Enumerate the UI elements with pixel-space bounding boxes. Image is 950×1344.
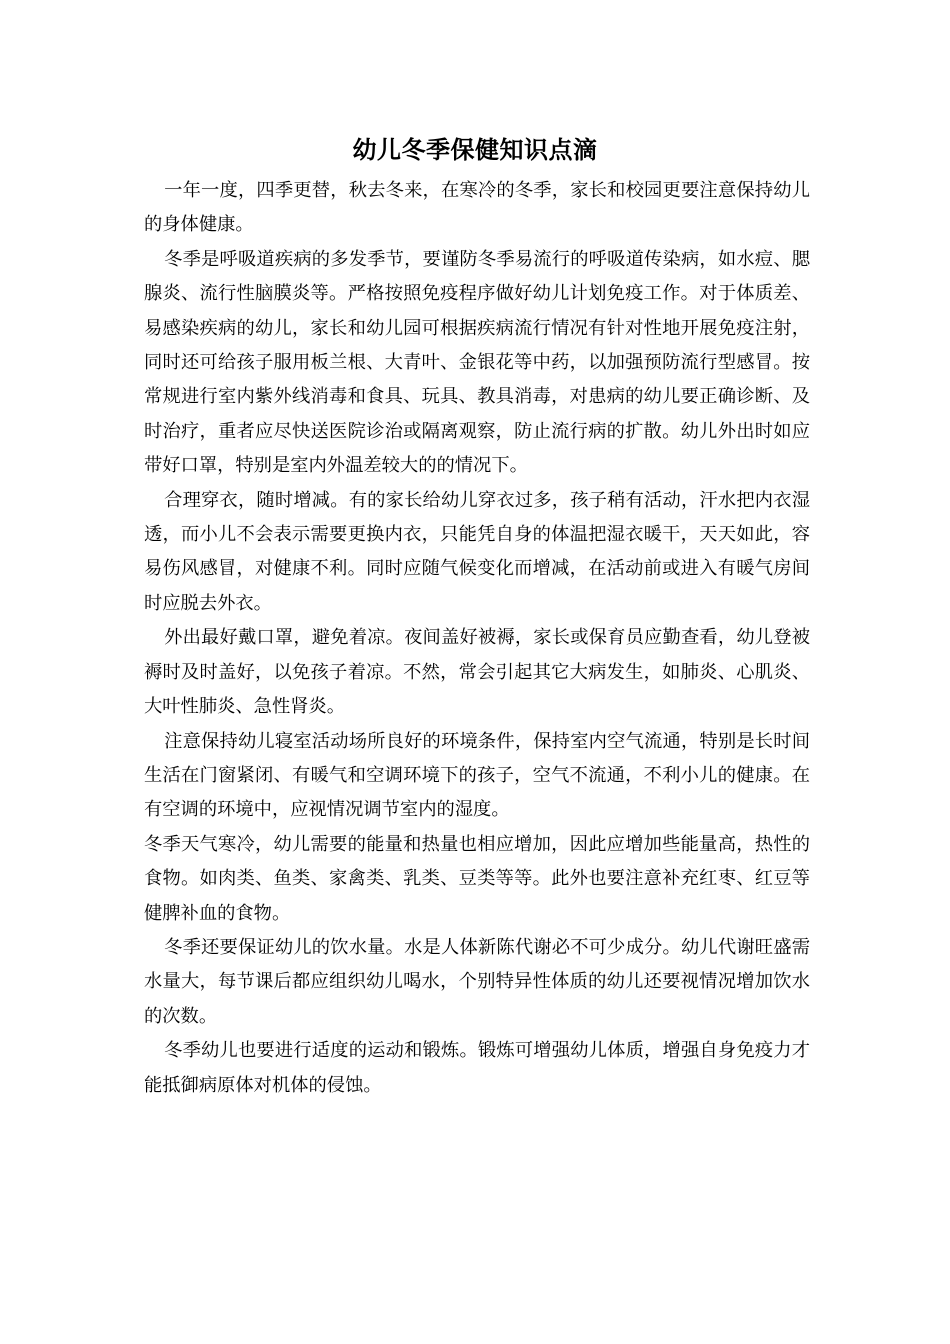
paragraph-avoid-cold: 外出最好戴口罩，避免着凉。夜间盖好被褥，家长或保育员应勤查看，幼儿登被褥时及时盖好，以免孩子着凉。不然，常会引起其它大病发生，如肺炎、心肌炎、大叶性肺炎、急性肾炎。 [144, 627, 810, 718]
paragraph-water: 冬季还要保证幼儿的饮水量。水是人体新陈代谢必不可少成分。幼儿代谢旺盛需水量大，每节课后都应组织幼儿喝水，个别特异性体质的幼儿还要视情况增加饮水的次数。 [144, 936, 810, 1027]
paragraph-environment: 注意保持幼儿寝室活动场所良好的环境条件，保持室内空气流通，特别是长时间生活在门窗紧闭、有暖气和空调环境下的孩子，空气不流通，不利小儿的健康。在有空调的环境中，应视情况调节室内的湿度。 [144, 730, 810, 821]
document-body [144, 174, 810, 1103]
paragraph-diet: 冬季天气寒冷，幼儿需要的能量和热量也相应增加，因此应增加些能量高，热性的食物。如肉类、鱼类、家禽类、乳类、豆类等等。此外也要注意补充红枣、红豆等健脾补血的食物。 [144, 833, 810, 924]
paragraph-respiratory-disease: 冬季是呼吸道疾病的多发季节，要谨防冬季易流行的呼吸道传染病，如水痘、腮腺炎、流行性脑膜炎等。严格按照免疫程序做好幼儿计划免疫工作。对于体质差、易感染疾病的幼儿，家长和幼儿园可根据疾病流行情况有针对性地开展免疫注射，同时还可给孩子服用板兰根、大青叶、金银花等中药，以加强预防流行型感冒。按常规进行室内紫外线消毒和食具、玩具、教具消毒，对患病的幼儿要正确诊断、及时治疗，重者应尽快送医院诊治或隔离观察，防止流行病的扩散。幼儿外出时如应带好口罩，特别是室内外温差较大的的情况下。 [144, 248, 810, 477]
document-title: 幼儿冬季保健知识点滴 [352, 136, 598, 164]
paragraph-exercise: 冬季幼儿也要进行适度的运动和锻炼。锻炼可增强幼儿体质，增强自身免疫力才能抵御病原体对机体的侵蚀。 [144, 1040, 810, 1096]
paragraph-intro: 一年一度，四季更替，秋去冬来，在寒冷的冬季，家长和校园更要注意保持幼儿的身体健康。 [144, 180, 810, 236]
paragraph-clothing: 合理穿衣，随时增减。有的家长给幼儿穿衣过多，孩子稍有活动，汗水把内衣湿透，而小儿不会表示需要更换内衣，只能凭自身的体温把湿衣暖干，天天如此，容易伤风感冒，对健康不利。同时应随气候变化而增减，在活动前或进入有暖气房间时应脱去外衣。 [144, 489, 810, 614]
